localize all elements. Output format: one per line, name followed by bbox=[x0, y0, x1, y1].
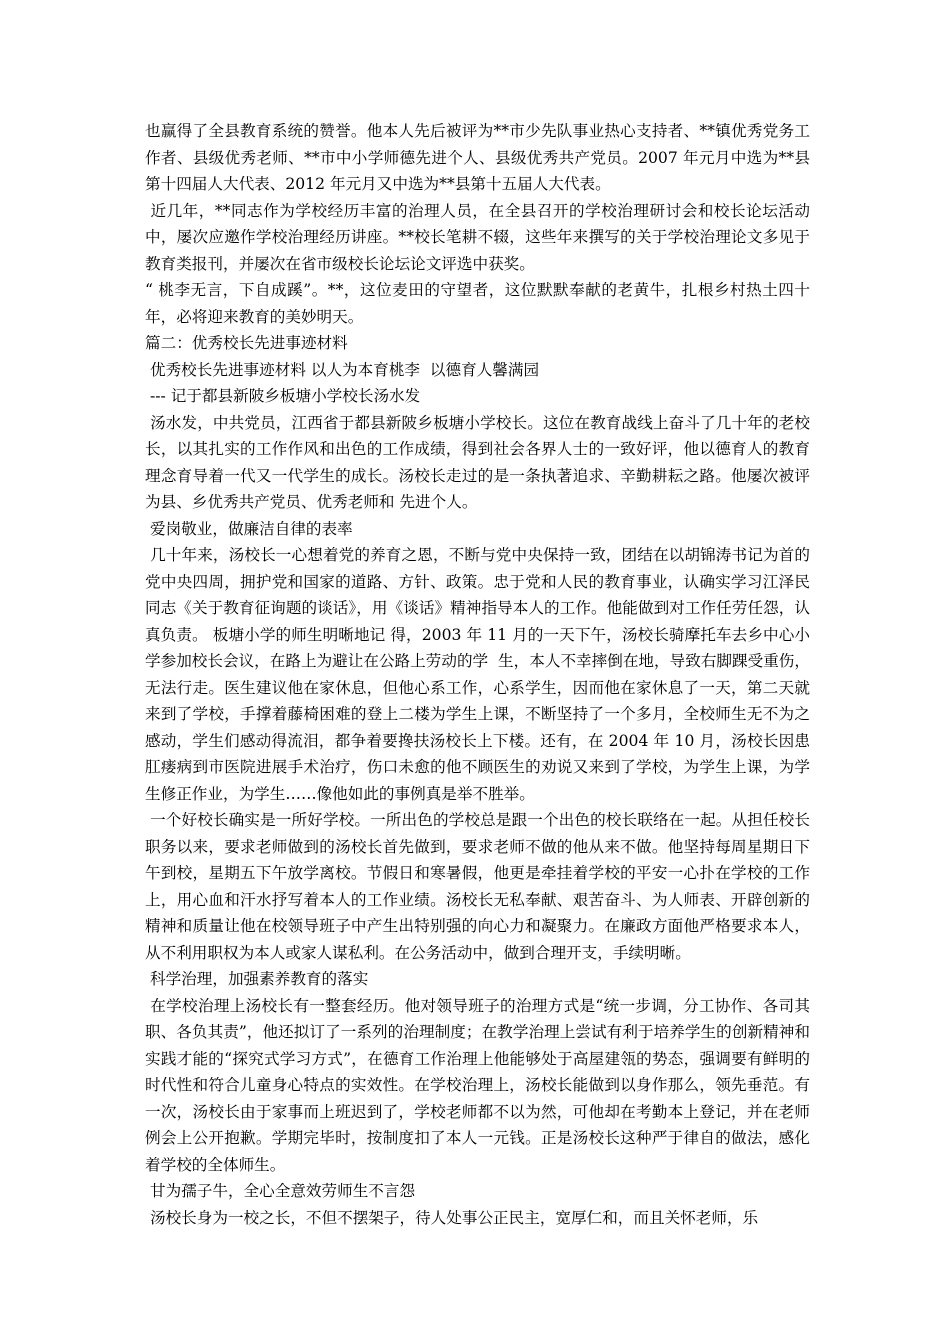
paragraph-3: “ 桃李无言，下自成蹊”。**，这位麦田的守望者，这位默默奉献的老黄牛，扎根乡村热土四十年，必将迎来教育的美妙明天。 bbox=[145, 281, 810, 326]
section-heading: 篇二：优秀校长先进事迹材料 bbox=[145, 334, 348, 352]
paragraph-good-principal: 一个好校长确实是一所好学校。一所出色的学校总是跟一个出色的校长联络在一起。从担任校长职务以来，要求老师做到的汤校长首先做到，要求老师不做的他从来不做。他坚持每周星期日下午到校，星期五下午放学离校。节假日和寒暑假，他更是牵挂着学校的平安一心扑在学校的工作上，用心血和汗水抒写着本人的工作业绩。汤校长无私奉献、艰苦奋斗、为人师表、开辟创新的精神和质量让他在校领导班子中产生出特别强的向心力和凝聚力。在廉政方面他严格要求本人，从不利用职权为本人或家人谋私利。在公务活动中，做到合理开支，手续明晰。 bbox=[145, 811, 810, 962]
article-title: 优秀校长先进事迹材料 以人为本育桃李 以德育人馨满园 bbox=[145, 360, 540, 379]
paragraph-intro: 汤水发，中共党员，江西省于都县新陂乡板塘小学校长。这位在教育战线上奋斗了几十年的老校长，以其扎实的工作作风和出色的工作成绩，得到社会各界人士的一致好评，他以德育人的教育理念育导着一代又一代学生的成长。汤校长走过的是一条执著追求、辛勤耕耘之路。他屡次被评为县、乡优秀共产党员、优秀老师和 先进个人。 bbox=[145, 413, 810, 511]
paragraph-service: 汤校长身为一校之长，不但不摆架子，待人处事公正民主，宽厚仁和，而且关怀老师，乐 bbox=[145, 1208, 759, 1227]
subheading-service: 甘为孺子牛，全心全意效劳师生不言怨 bbox=[145, 1182, 416, 1200]
article-subtitle: --- 记于都县新陂乡板塘小学校长汤水发 bbox=[145, 387, 421, 405]
subheading-management: 科学治理，加强素养教育的落实 bbox=[145, 970, 369, 988]
paragraph-1: 也赢得了全县教育系统的赞誉。他本人先后被评为**市少先队事业热心支持者、**镇优秀党务工作者、县级优秀老师、**市中小学师德先进个人、县级优秀共产党员。2007 年元月中选为**县第十四届人大代表、2012 年元月又中选为**县第十五届人大代表。 bbox=[145, 122, 810, 193]
paragraph-2: 近几年，**同志作为学校经历丰富的治理人员，在全县召开的学校治理研讨会和校长论坛活动中，屡次应邀作学校治理经历讲座。**校长笔耕不辍，这些年来撰写的关于学校治理论文多见于教育类报刊，并屡次在省市级校长论坛论文评选中获奖。 bbox=[145, 201, 810, 273]
document-page bbox=[145, 118, 810, 1231]
paragraph-dedication: 几十年来，汤校长一心想着党的养育之恩，不断与党中央保持一致，团结在以胡锦涛书记为首的党中央四周，拥护党和国家的道路、方针、政策。忠于党和人民的教育事业，认确实学习江泽民同志《关于教育征询题的谈话》，用《谈话》精神指导本人的工作。他能做到对工作任劳任怨，认真负责。 板塘小学的师生明晰地记 得，2003 年 11 月的一天下午，汤校长骑摩托车去乡中心小学参加校长会议，在路上为避让在公路上劳动的学 生，本人不幸摔倒在地，导致右脚踝受重伤，无法行走。医生建议他在家休息，但他心系工作，心系学生，因而他在家休息了一天，第二天就来到了学校，手撑着藤椅困难的登上二楼为学生上课，不断坚持了一个多月，全校师生无不为之感动，学生们感动得流泪，都争着要搀扶汤校长上下楼。还有，在 2004 年 10 月，汤校长因患肛瘘病到市医院进展手术治疗，伤口未愈的他不顾医生的劝说又来到了学校，为学生上课，为学生修正作业，为学生……像他如此的事例真是举不胜举。 bbox=[145, 546, 810, 803]
subheading-dedication: 爱岗敬业，做廉洁自律的表率 bbox=[145, 519, 353, 538]
paragraph-management: 在学校治理上汤校长有一整套经历。他对领导班子的治理方式是“统一步调，分工协作、各司其职、各负其责”，他还拟订了一系列的治理制度；在教学治理上尝试有利于培养学生的创新精神和实践才能的“探究式学习方式”，在德育工作治理上他能够处于高屋建瓴的势态，强调要有鲜明的时代性和符合儿童身心特点的实效性。在学校治理上，汤校长能做到以身作那么，领先垂范。有一次，汤校长由于家事而上班迟到了，学校老师都不以为然，可他却在考勤本上登记，并在老师例会上公开抱歉。学期完毕时，按制度扣了本人一元钱。正是汤校长这种严于律自的做法，感化着学校的全体师生。 bbox=[145, 996, 810, 1174]
